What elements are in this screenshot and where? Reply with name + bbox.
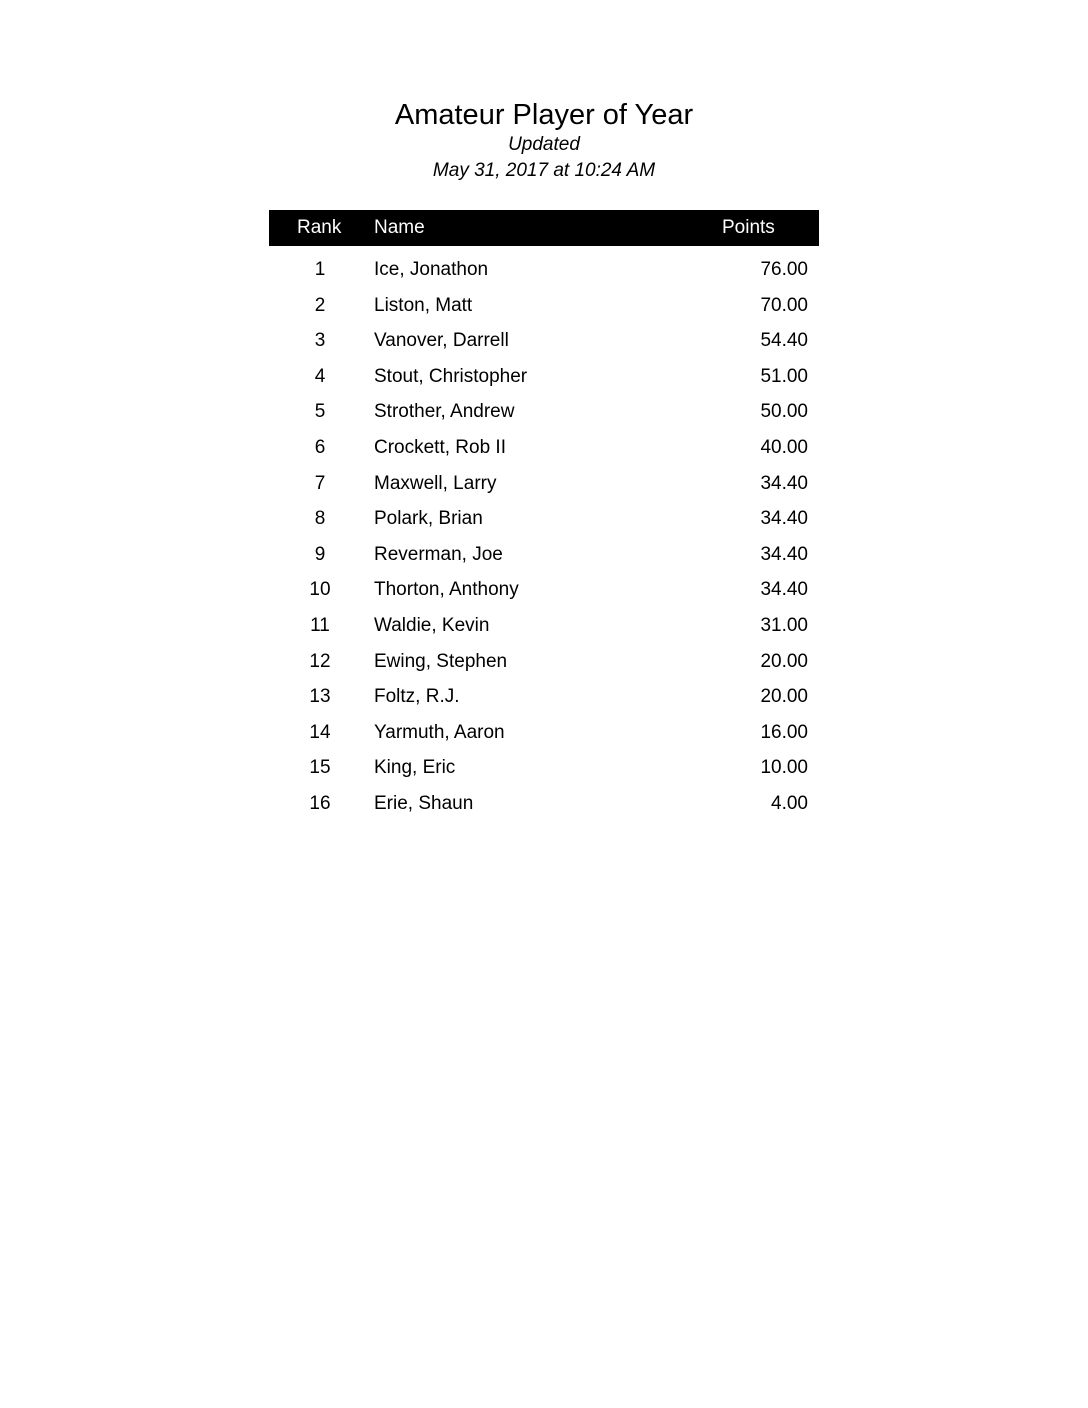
rank-cell: 6	[314, 436, 326, 458]
name-cell: Erie, Shaun	[374, 792, 474, 814]
table-row	[269, 678, 819, 714]
table-row	[269, 251, 819, 287]
name-cell: Ewing, Stephen	[374, 650, 508, 672]
table-row	[269, 607, 819, 643]
name-cell: Yarmuth, Aaron	[374, 721, 505, 743]
table-row	[269, 714, 819, 750]
table-row	[269, 358, 819, 394]
rank-cell: 5	[314, 401, 326, 423]
rank-cell: 14	[309, 721, 331, 743]
rank-cell: 8	[314, 508, 326, 530]
points-cell: 76.00	[760, 259, 808, 280]
page-subtitle: Updated	[508, 134, 580, 155]
name-cell: King, Eric	[374, 757, 456, 779]
name-cell: Strother, Andrew	[374, 401, 515, 423]
name-cell: Reverman, Joe	[374, 543, 503, 565]
rank-cell: 15	[309, 757, 331, 779]
table-row	[269, 287, 819, 323]
points-cell: 20.00	[760, 686, 808, 708]
points-cell: 34.40	[760, 472, 808, 494]
rank-cell: 3	[314, 330, 326, 352]
table-row	[269, 643, 819, 679]
points-cell: 54.40	[760, 330, 808, 352]
name-cell: Maxwell, Larry	[374, 472, 497, 494]
points-cell: 4.00	[771, 792, 808, 814]
table-body	[269, 251, 819, 821]
updated-timestamp: May 31, 2017 at 10:24 AM	[432, 160, 656, 181]
table-row	[269, 500, 819, 536]
points-cell: 31.00	[760, 614, 808, 636]
rank-cell: 7	[314, 472, 326, 494]
points-cell: 40.00	[760, 436, 808, 458]
name-cell: Vanover, Darrell	[374, 330, 509, 352]
standings-table	[269, 210, 819, 821]
table-row	[269, 749, 819, 785]
name-cell: Ice, Jonathon	[374, 259, 489, 280]
name-cell: Stout, Christopher	[374, 365, 528, 387]
table-row	[269, 322, 819, 358]
name-cell: Polark, Brian	[374, 508, 483, 530]
points-cell: 34.40	[760, 508, 808, 530]
column-header-points: Points	[722, 217, 775, 238]
rank-cell: 13	[309, 686, 331, 708]
points-cell: 20.00	[760, 650, 808, 672]
name-cell: Thorton, Anthony	[374, 579, 519, 601]
name-cell: Foltz, R.J.	[374, 686, 460, 708]
column-header-rank: Rank	[297, 217, 342, 238]
rank-cell: 2	[314, 294, 326, 316]
rank-cell: 10	[309, 579, 331, 601]
rank-cell: 16	[309, 792, 331, 814]
rank-cell: 12	[309, 650, 331, 672]
column-header-name: Name	[374, 217, 425, 238]
table-row	[269, 393, 819, 429]
rank-cell: 4	[314, 365, 326, 387]
points-cell: 51.00	[760, 365, 808, 387]
points-cell: 16.00	[760, 721, 808, 743]
table-row	[269, 465, 819, 501]
rank-cell: 1	[314, 259, 326, 280]
points-cell: 34.40	[760, 543, 808, 565]
name-cell: Liston, Matt	[374, 294, 473, 316]
page-title: Amateur Player of Year	[394, 99, 694, 131]
table-row	[269, 536, 819, 572]
table-header	[269, 210, 819, 246]
points-cell: 50.00	[760, 401, 808, 423]
rank-cell: 9	[314, 543, 326, 565]
name-cell: Crockett, Rob II	[374, 436, 506, 458]
table-row	[269, 785, 819, 821]
points-cell: 34.40	[760, 579, 808, 601]
points-cell: 10.00	[760, 757, 808, 779]
rank-cell: 11	[310, 614, 330, 636]
table-row	[269, 571, 819, 607]
name-cell: Waldie, Kevin	[374, 614, 490, 636]
points-cell: 70.00	[760, 294, 808, 316]
table-row	[269, 429, 819, 465]
